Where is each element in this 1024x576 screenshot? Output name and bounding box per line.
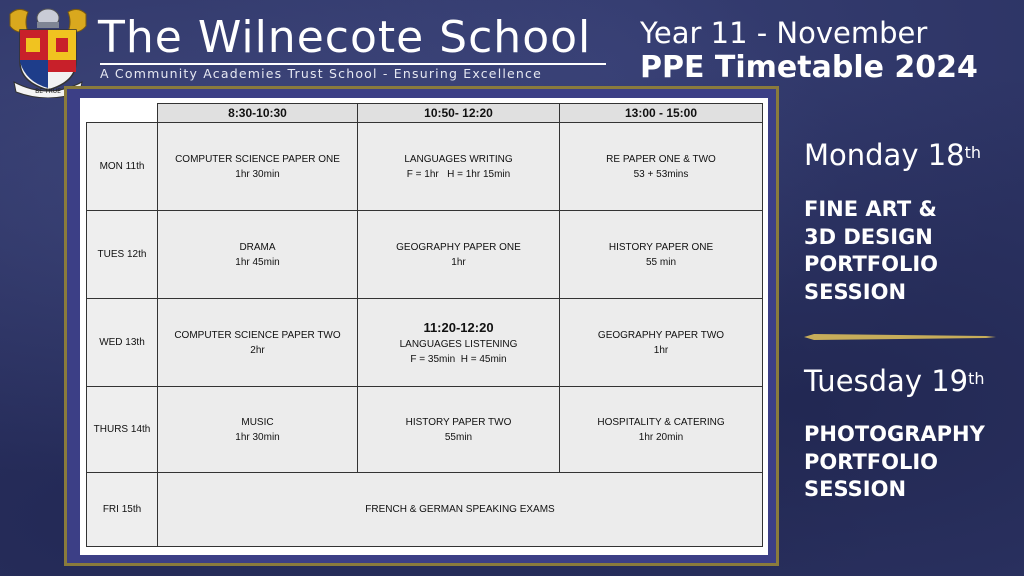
exam-title: MUSIC: [241, 416, 274, 428]
session-line: PHOTOGRAPHY: [804, 422, 985, 446]
exam-duration: F = 1hr H = 1hr 15min: [406, 168, 511, 180]
column-header: 10:50- 12:20: [358, 104, 560, 123]
day-cell: MON 11th: [87, 123, 158, 211]
exam-duration: 55 min: [645, 256, 676, 268]
exam-title: GEOGRAPHY PAPER ONE: [396, 241, 521, 253]
session-line: FINE ART &: [804, 197, 937, 221]
table-row: [87, 211, 763, 299]
exam-cell: [560, 211, 763, 299]
timetable-header-row: [87, 104, 763, 123]
exam-duration: 53 + 53mins: [633, 168, 689, 180]
monday-session: [804, 138, 981, 172]
exam-cell: [560, 299, 763, 387]
exam-duration: 1hr 30min: [235, 431, 280, 443]
exam-cell: [158, 387, 358, 473]
corner-cell: [87, 104, 158, 123]
date-suffix: th: [968, 369, 985, 388]
title-timetable: PPE Timetable 2024: [640, 50, 978, 85]
column-header: 13:00 - 15:00: [560, 104, 763, 123]
session-line: SESSION: [804, 477, 907, 501]
session-date: [804, 364, 985, 398]
table-row: [87, 387, 763, 473]
day-cell: WED 13th: [87, 299, 158, 387]
table-row: [87, 123, 763, 211]
exam-cell: [358, 211, 560, 299]
exam-time: 11:20-12:20: [423, 319, 494, 335]
day-cell: TUES 12th: [87, 211, 158, 299]
exam-title: HOSPITALITY & CATERING: [597, 416, 725, 428]
exam-duration: 1hr: [451, 256, 466, 268]
monday-session-text: [804, 196, 938, 306]
day-cell: THURS 14th: [87, 387, 158, 473]
exam-title: RE PAPER ONE & TWO: [606, 153, 716, 165]
title-year-month: Year 11 - November: [640, 16, 928, 50]
exam-title: HISTORY PAPER ONE: [608, 241, 714, 253]
exam-duration: 55min: [444, 431, 473, 443]
tuesday-session: [804, 364, 985, 398]
table-row: [87, 473, 763, 547]
exam-cell: [560, 123, 763, 211]
exam-cell: [358, 123, 560, 211]
exam-cell: [158, 123, 358, 211]
exam-duration: 1hr 30min: [235, 168, 280, 180]
exam-duration: 2hr: [250, 344, 265, 356]
session-day: Tuesday 19: [804, 364, 969, 398]
session-date: [804, 138, 981, 172]
exam-duration: F = 35min H = 45min: [410, 353, 507, 365]
exam-title: LANGUAGES LISTENING: [399, 338, 518, 350]
session-day: Monday 18: [804, 138, 965, 172]
session-line: SESSION: [804, 279, 907, 304]
school-crest-icon: [6, 4, 90, 98]
exam-duration: 1hr 45min: [235, 256, 280, 268]
session-line: PORTFOLIO: [804, 449, 939, 474]
exam-title: LANGUAGES WRITING: [404, 153, 513, 165]
exam-title: HISTORY PAPER TWO: [405, 416, 512, 428]
date-suffix: th: [964, 143, 982, 162]
exam-title: COMPUTER SCIENCE PAPER TWO: [174, 329, 341, 341]
gold-divider-icon: [804, 333, 996, 341]
exam-title: GEOGRAPHY PAPER TWO: [597, 329, 725, 341]
exam-duration: 1hr 20min: [638, 431, 684, 443]
school-tagline: A Community Academies Trust School - Ensuring Excellence: [100, 66, 543, 81]
exam-duration: 1hr: [653, 344, 669, 356]
school-name-underline: [100, 63, 606, 65]
exam-title: COMPUTER SCIENCE PAPER ONE: [175, 153, 340, 165]
merged-exam-cell: FRENCH & GERMAN SPEAKING EXAMS: [158, 473, 763, 547]
session-line: PORTFOLIO: [804, 252, 939, 276]
page-title: [640, 16, 978, 86]
exam-title: DRAMA: [239, 241, 276, 253]
exam-cell: [158, 299, 358, 387]
day-cell: FRI 15th: [87, 473, 158, 547]
tuesday-session-text: [804, 421, 985, 504]
timetable: [86, 103, 763, 547]
school-name: The Wilnecote School: [98, 12, 592, 63]
exam-cell: [560, 387, 763, 473]
column-header: 8:30-10:30: [158, 104, 358, 123]
exam-cell: [158, 211, 358, 299]
table-row: [87, 299, 763, 387]
session-line: 3D DESIGN: [804, 224, 933, 249]
exam-cell: [358, 387, 560, 473]
exam-cell: [358, 299, 560, 387]
crest-motto: BE TRUE: [35, 88, 61, 95]
